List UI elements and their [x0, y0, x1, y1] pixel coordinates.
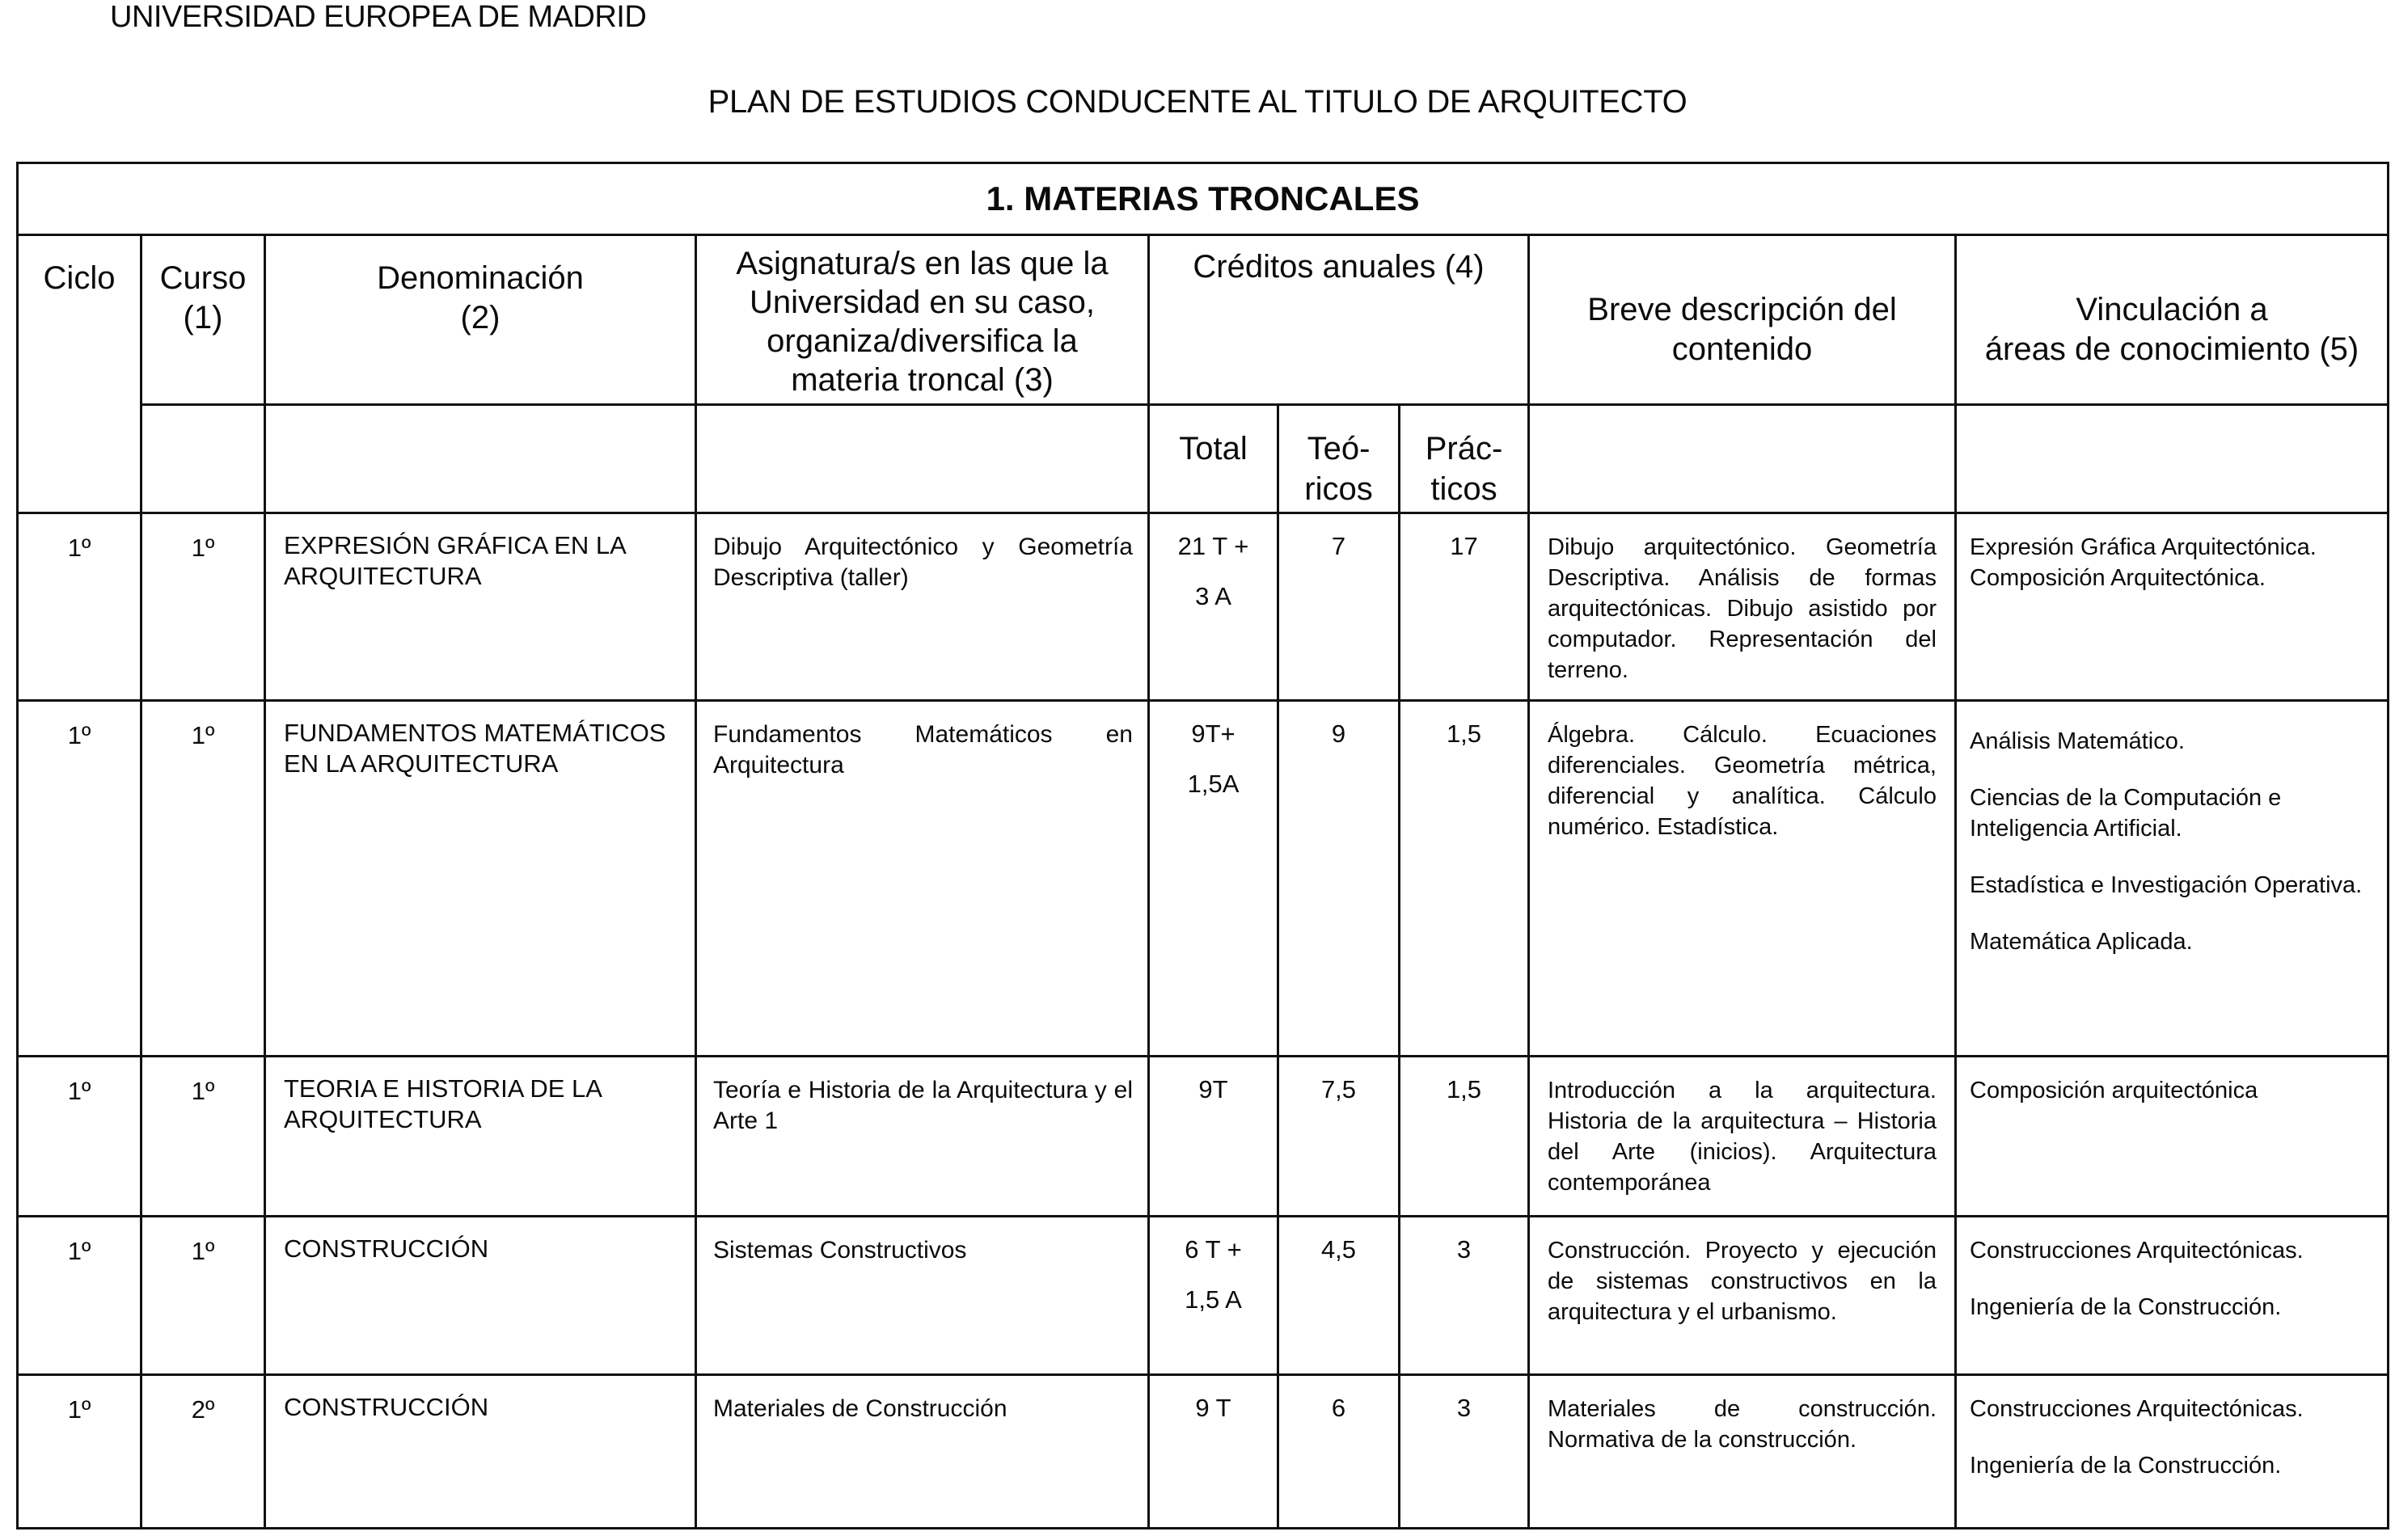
empty-cell — [696, 405, 1149, 513]
plan-title: PLAN DE ESTUDIOS CONDUCENTE AL TITULO DE ARQUITECTO — [708, 84, 1687, 120]
ciclo-cell: 1º — [18, 1375, 142, 1529]
denominacion-cell: EXPRESIÓN GRÁFICA EN LA ARQUITECTURA — [265, 513, 696, 701]
university-name: UNIVERSIDAD EUROPEA DE MADRID — [110, 0, 647, 34]
area-item: Ingeniería de la Construcción. — [1970, 1294, 2282, 1320]
practicos-cell: 1,5 — [1400, 1057, 1529, 1217]
teoricos-cell: 4,5 — [1278, 1217, 1400, 1375]
area-item: Construcciones Arquitectónicas. — [1970, 1238, 2304, 1264]
empty-cell — [265, 405, 696, 513]
col-header-descripcion: Breve descripción del contenido — [1529, 235, 1956, 405]
table-row — [18, 513, 2389, 701]
descripcion-cell: Álgebra. Cálculo. Ecuaciones diferenciales. Geometría métrica, diferencial y analítica. Cálculo numérico. Estadística. — [1529, 701, 1956, 1057]
col-header-practicos: Prác- ticos — [1400, 405, 1529, 513]
curso-cell: 2º — [142, 1375, 265, 1529]
denominacion-cell: TEORIA E HISTORIA DE LA ARQUITECTURA — [265, 1057, 696, 1217]
areas-cell — [1956, 513, 2389, 701]
denominacion-cell: CONSTRUCCIÓN — [265, 1217, 696, 1375]
asignatura-cell: Materiales de Construcción — [696, 1375, 1149, 1529]
ciclo-cell: 1º — [18, 513, 142, 701]
total-cell: 6 T + 1,5 A — [1149, 1217, 1278, 1375]
total-cell: 9 T — [1149, 1375, 1278, 1529]
practicos-cell: 1,5 — [1400, 701, 1529, 1057]
teoricos-cell: 7 — [1278, 513, 1400, 701]
section-title: 1. MATERIAS TRONCALES — [18, 163, 2389, 235]
teoricos-cell: 9 — [1278, 701, 1400, 1057]
curso-cell: 1º — [142, 1217, 265, 1375]
teoricos-cell: 6 — [1278, 1375, 1400, 1529]
col-header-ciclo: Ciclo — [18, 235, 142, 513]
col-header-vinculacion: Vinculación a áreas de conocimiento (5) — [1956, 235, 2389, 405]
denominacion-cell: FUNDAMENTOS MATEMÁTICOS EN LA ARQUITECTURA — [265, 701, 696, 1057]
total-cell: 9T — [1149, 1057, 1278, 1217]
ciclo-cell: 1º — [18, 1057, 142, 1217]
areas-cell — [1956, 701, 2389, 1057]
practicos-cell: 3 — [1400, 1375, 1529, 1529]
col-header-creditos: Créditos anuales (4) — [1149, 235, 1529, 405]
area-item: Construcciones Arquitectónicas. — [1970, 1396, 2304, 1422]
area-item: Expresión Gráfica Arquitectónica. — [1970, 534, 2317, 560]
teoricos-cell: 7,5 — [1278, 1057, 1400, 1217]
header-row — [18, 235, 2389, 405]
areas-cell — [1956, 1217, 2389, 1375]
area-item: Matemática Aplicada. — [1970, 929, 2193, 955]
table-row — [18, 701, 2389, 1057]
table-row — [18, 1217, 2389, 1375]
table-row — [18, 1375, 2389, 1529]
practicos-cell: 17 — [1400, 513, 1529, 701]
subheader-row — [18, 405, 2389, 513]
total-cell: 9T+ 1,5A — [1149, 701, 1278, 1057]
area-item: Ciencias de la Computación e Inteligencia Artificial. — [1970, 785, 2282, 842]
ciclo-cell: 1º — [18, 701, 142, 1057]
total-cell: 21 T + 3 A — [1149, 513, 1278, 701]
asignatura-cell: Dibujo Arquitectónico y Geometría Descriptiva (taller) — [696, 513, 1149, 701]
troncales-table — [16, 162, 2389, 1529]
section-title-row — [18, 163, 2389, 235]
areas-cell — [1956, 1057, 2389, 1217]
area-item: Estadística e Investigación Operativa. — [1970, 872, 2363, 898]
area-item: Ingeniería de la Construcción. — [1970, 1453, 2282, 1479]
asignatura-cell: Sistemas Constructivos — [696, 1217, 1149, 1375]
empty-cell — [1956, 405, 2389, 513]
asignatura-cell: Fundamentos Matemáticos en Arquitectura — [696, 701, 1149, 1057]
col-header-denominacion: Denominación (2) — [265, 235, 696, 405]
curso-cell: 1º — [142, 701, 265, 1057]
col-header-asignatura: Asignatura/s en las que la Universidad en su caso, organiza/diversifica la materia troncal (3) — [696, 235, 1149, 405]
empty-cell — [142, 405, 265, 513]
area-item: Composición Arquitectónica. — [1970, 565, 2266, 591]
curso-cell: 1º — [142, 1057, 265, 1217]
col-header-total: Total — [1149, 405, 1278, 513]
col-header-teoricos: Teó- ricos — [1278, 405, 1400, 513]
areas-cell — [1956, 1375, 2389, 1529]
descripcion-cell: Dibujo arquitectónico. Geometría Descriptiva. Análisis de formas arquitectónicas. Dibujo asistido por computador. Representación del terreno. — [1529, 513, 1956, 701]
denominacion-cell: CONSTRUCCIÓN — [265, 1375, 696, 1529]
descripcion-cell: Introducción a la arquitectura. Historia de la arquitectura – Historia del Arte (inicios). Arquitectura contemporánea — [1529, 1057, 1956, 1217]
curso-cell: 1º — [142, 513, 265, 701]
practicos-cell: 3 — [1400, 1217, 1529, 1375]
col-header-curso: Curso (1) — [142, 235, 265, 405]
ciclo-cell: 1º — [18, 1217, 142, 1375]
table-row — [18, 1057, 2389, 1217]
area-item: Análisis Matemático. — [1970, 728, 2185, 754]
descripcion-cell: Materiales de construcción. Normativa de la construcción. — [1529, 1375, 1956, 1529]
empty-cell — [1529, 405, 1956, 513]
descripcion-cell: Construcción. Proyecto y ejecución de sistemas constructivos en la arquitectura y el urbanismo. — [1529, 1217, 1956, 1375]
area-item: Composición arquitectónica — [1970, 1078, 2258, 1103]
asignatura-cell: Teoría e Historia de la Arquitectura y el Arte 1 — [696, 1057, 1149, 1217]
